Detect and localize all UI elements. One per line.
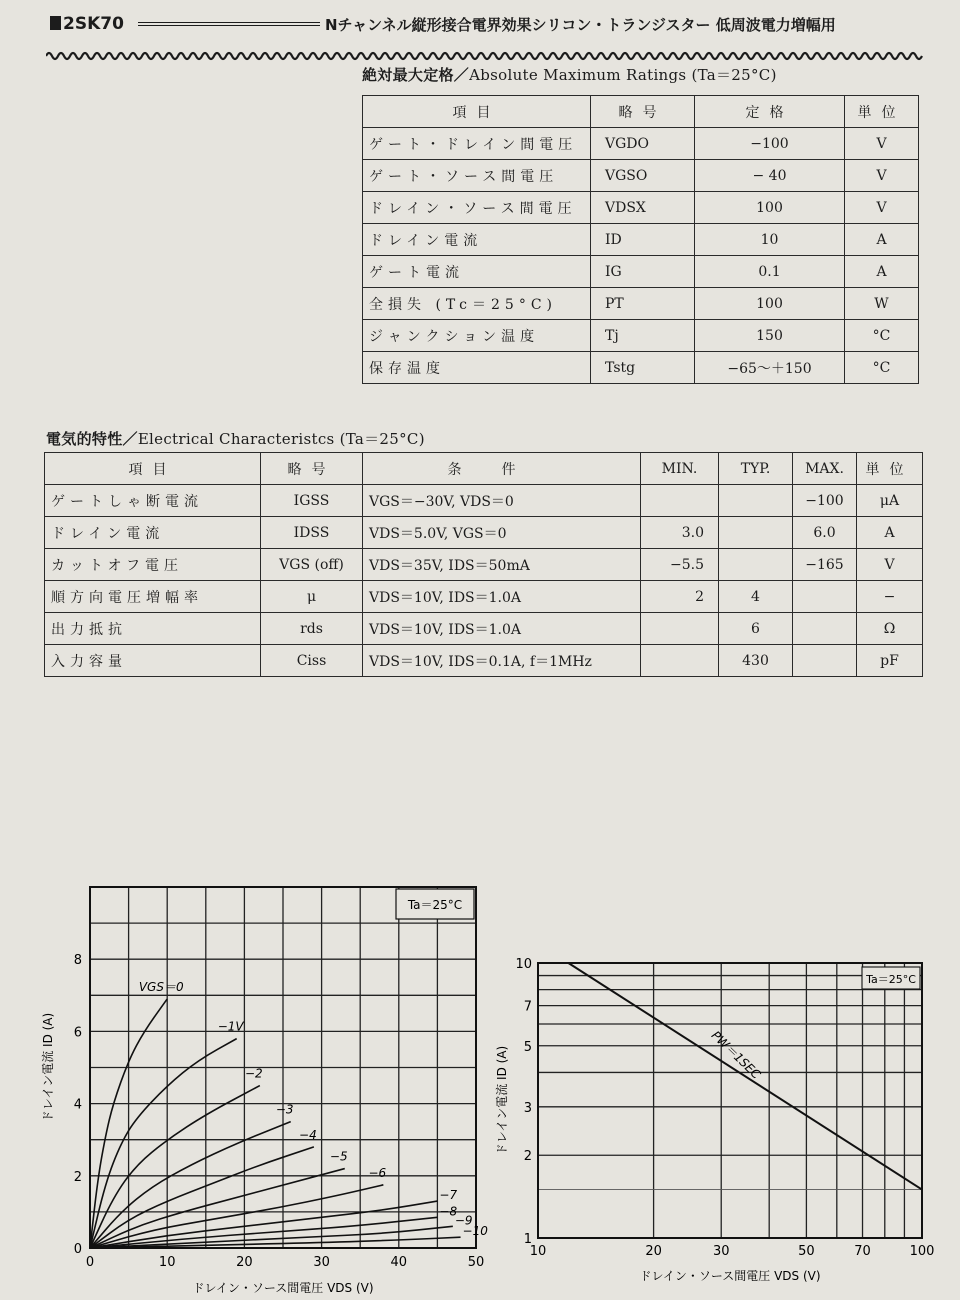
condition-cell: VDS＝10V, IDS＝1.0A: [363, 581, 641, 613]
column-header: 項目: [45, 453, 261, 485]
symbol-cell: rds: [261, 613, 363, 645]
item-cell: ゲートしゃ断電流: [45, 485, 261, 517]
table-row: [45, 485, 923, 517]
unit-cell: A: [845, 256, 919, 288]
wavy-divider: [46, 44, 926, 64]
series-curve: [90, 1122, 291, 1248]
y-tick-label: 2: [73, 1169, 82, 1185]
output-characteristics-chart: [30, 875, 500, 1295]
y-axis-label: ドレイン電流 ID (A): [495, 1045, 509, 1156]
x-tick-label: 30: [313, 1255, 330, 1270]
table-header-row: [45, 453, 923, 485]
table-row: [363, 160, 919, 192]
x-tick-label: 20: [645, 1244, 662, 1259]
min-cell: 2: [641, 581, 719, 613]
electrical-table: [44, 452, 923, 677]
item-cell: 全損失 (Tc＝25°C): [363, 288, 591, 320]
y-axis-label: ドレイン電流 ID (A): [41, 1012, 55, 1123]
series-label: −6: [368, 1165, 387, 1180]
max-cell: [793, 581, 857, 613]
y-tick-label: 6: [73, 1025, 82, 1041]
column-header: 略号: [261, 453, 363, 485]
table-header-row: [363, 96, 919, 128]
max-cell: −165: [793, 549, 857, 581]
series-label: −1V: [217, 1019, 244, 1034]
condition-cell: VDS＝5.0V, VGS＝0: [363, 517, 641, 549]
annotation-label: Ta＝25°C: [407, 898, 463, 912]
symbol-cell: IG: [591, 256, 695, 288]
chart-grid: [90, 887, 476, 1248]
symbol-cell: Ciss: [261, 645, 363, 677]
table-row: [363, 192, 919, 224]
y-tick-label: 7: [523, 999, 532, 1015]
typ-cell: 6: [719, 613, 793, 645]
model-number: 2SK70: [50, 14, 124, 34]
table-row: [363, 352, 919, 384]
table-row: [363, 256, 919, 288]
min-cell: 3.0: [641, 517, 719, 549]
unit-cell: °C: [845, 352, 919, 384]
table-row: [363, 128, 919, 160]
y-tick-label: 2: [523, 1149, 532, 1165]
max-cell: [793, 645, 857, 677]
table-row: [45, 613, 923, 645]
series-label: −9: [454, 1213, 473, 1228]
max-cell: [793, 613, 857, 645]
item-cell: ゲート電流: [363, 256, 591, 288]
max-cell: −100: [793, 485, 857, 517]
symbol-cell: VGS (off): [261, 549, 363, 581]
item-cell: ドレイン電流: [363, 224, 591, 256]
unit-cell: Ω: [857, 613, 923, 645]
condition-cell: VDS＝35V, IDS＝50mA: [363, 549, 641, 581]
rating-cell: −65～＋150: [695, 352, 845, 384]
symbol-cell: IGSS: [261, 485, 363, 517]
table-row: [45, 581, 923, 613]
symbol-cell: VGSO: [591, 160, 695, 192]
column-header: 項目: [363, 96, 591, 128]
safe-operating-area-chart: [490, 945, 950, 1295]
square-bullet-icon: [50, 16, 61, 30]
rating-cell: 100: [695, 192, 845, 224]
table-row: [363, 224, 919, 256]
typ-cell: 430: [719, 645, 793, 677]
min-cell: [641, 645, 719, 677]
rating-cell: − 40: [695, 160, 845, 192]
rating-cell: 100: [695, 288, 845, 320]
y-tick-label: 4: [73, 1097, 82, 1113]
symbol-cell: Tj: [591, 320, 695, 352]
annotation-label: Ta＝25°C: [866, 973, 916, 986]
unit-cell: °C: [845, 320, 919, 352]
x-tick-label: 10: [529, 1244, 547, 1259]
min-cell: [641, 485, 719, 517]
y-tick-label: 5: [523, 1039, 532, 1055]
x-tick-label: 20: [236, 1255, 253, 1270]
y-tick-label: 3: [523, 1100, 532, 1116]
item-cell: ドレイン・ソース間電圧: [363, 192, 591, 224]
item-cell: 出力抵抗: [45, 613, 261, 645]
header-double-rule: [138, 22, 320, 26]
series-label: −8: [439, 1204, 458, 1219]
series-label: −5: [329, 1149, 348, 1164]
x-tick-label: 10: [158, 1255, 176, 1270]
series-label: PW＝1SEC: [708, 1028, 764, 1082]
x-tick-label: 100: [909, 1244, 935, 1259]
item-cell: カットオフ電圧: [45, 549, 261, 581]
y-tick-label: 8: [73, 953, 82, 969]
symbol-cell: VGDO: [591, 128, 695, 160]
x-axis-label: ドレイン・ソース間電圧 VDS (V): [639, 1269, 821, 1283]
rating-cell: −100: [695, 128, 845, 160]
series-label: −7: [439, 1188, 458, 1203]
rating-cell: 10: [695, 224, 845, 256]
symbol-cell: VDSX: [591, 192, 695, 224]
unit-cell: A: [857, 517, 923, 549]
electrical-title: 電気的特性／Electrical Characteristcs (Ta＝25°C): [46, 430, 425, 448]
unit-cell: −: [857, 581, 923, 613]
max-cell: 6.0: [793, 517, 857, 549]
header-description: Nチャンネル縦形接合電界効果シリコン・トランジスター 低周波電力増幅用: [325, 16, 836, 34]
unit-cell: V: [845, 192, 919, 224]
column-header: 略号: [591, 96, 695, 128]
item-cell: 保存温度: [363, 352, 591, 384]
series-label: −10: [462, 1224, 488, 1239]
rating-cell: 150: [695, 320, 845, 352]
min-cell: −5.5: [641, 549, 719, 581]
item-cell: ドレイン電流: [45, 517, 261, 549]
y-tick-label: 10: [515, 957, 532, 972]
x-tick-label: 40: [390, 1255, 408, 1270]
condition-cell: VDS＝10V, IDS＝1.0A: [363, 613, 641, 645]
series-label: −3: [275, 1102, 294, 1117]
typ-cell: [719, 485, 793, 517]
column-header: TYP.: [719, 453, 793, 485]
column-header: 単位: [857, 453, 923, 485]
table-row: [45, 549, 923, 581]
item-cell: 入力容量: [45, 645, 261, 677]
table-row: [45, 517, 923, 549]
min-cell: [641, 613, 719, 645]
y-tick-label: 0: [73, 1242, 82, 1257]
x-tick-label: 30: [712, 1244, 730, 1259]
symbol-cell: ID: [591, 224, 695, 256]
table-row: [363, 288, 919, 320]
column-header: MIN.: [641, 453, 719, 485]
symbol-cell: PT: [591, 288, 695, 320]
column-header: MAX.: [793, 453, 857, 485]
table-row: [363, 320, 919, 352]
column-header: 定格: [695, 96, 845, 128]
chart-grid: [538, 963, 922, 1238]
rating-cell: 0.1: [695, 256, 845, 288]
typ-cell: 4: [719, 581, 793, 613]
column-header: 単位: [845, 96, 919, 128]
item-cell: ゲート・ドレイン間電圧: [363, 128, 591, 160]
plot-frame: [538, 963, 922, 1238]
table-row: [45, 645, 923, 677]
condition-cell: VDS＝10V, IDS＝0.1A, f＝1MHz: [363, 645, 641, 677]
symbol-cell: Tstg: [591, 352, 695, 384]
typ-cell: [719, 549, 793, 581]
unit-cell: V: [845, 160, 919, 192]
x-tick-label: 70: [854, 1244, 871, 1259]
item-cell: 順方向電圧増幅率: [45, 581, 261, 613]
unit-cell: V: [845, 128, 919, 160]
y-tick-label: 1: [523, 1232, 532, 1247]
absolute-max-title: 絶対最大定格／Absolute Maximum Ratings (Ta＝25°C): [362, 66, 777, 84]
unit-cell: A: [845, 224, 919, 256]
series-label: −4: [299, 1127, 317, 1142]
unit-cell: V: [857, 549, 923, 581]
symbol-cell: IDSS: [261, 517, 363, 549]
x-tick-label: 0: [85, 1255, 95, 1270]
series-label: VGS＝0: [138, 979, 184, 994]
typ-cell: [719, 517, 793, 549]
x-tick-label: 50: [798, 1244, 815, 1259]
item-cell: ゲート・ソース間電圧: [363, 160, 591, 192]
series-label: −2: [244, 1066, 263, 1081]
x-axis-label: ドレイン・ソース間電圧 VDS (V): [192, 1281, 374, 1295]
condition-cell: VGS＝−30V, VDS＝0: [363, 485, 641, 517]
symbol-cell: μ: [261, 581, 363, 613]
column-header: 条件: [363, 453, 641, 485]
x-tick-label: 50: [467, 1255, 485, 1270]
page-header: [0, 0, 960, 70]
series-curve: [90, 1086, 260, 1248]
unit-cell: pF: [857, 645, 923, 677]
absolute-max-table: [362, 95, 919, 384]
unit-cell: μA: [857, 485, 923, 517]
unit-cell: W: [845, 288, 919, 320]
item-cell: ジャンクション温度: [363, 320, 591, 352]
